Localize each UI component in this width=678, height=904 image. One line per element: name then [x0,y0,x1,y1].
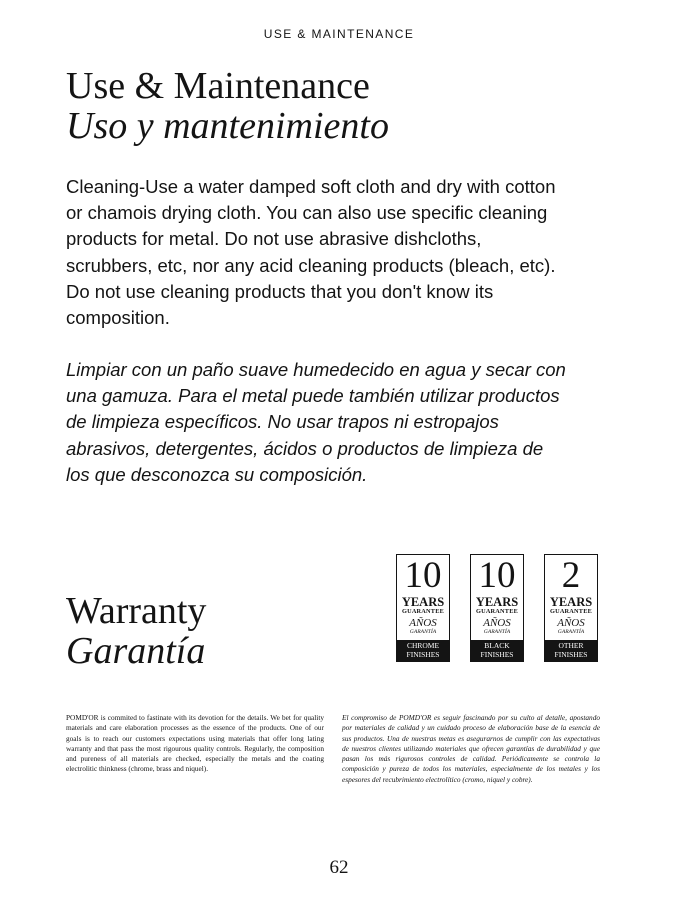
badge-guarantee-label: GUARANTEE [475,608,519,615]
warranty-text-english: POMD'OR is commited to fastinate with its devotion for the details. We bet for quality materials and care elaboration processes as the essence of the products. One of our goals is to reach our customers expectations using materials that offer long lating warranty and that pass the most rigourous quality controls. Regularly, the composition and pureness of all materials are checked, especially the metals and the coating electrolitic thinkness (chrome, brass and niquel). [66,713,324,774]
badge-garantia-label: GARANTÍA [557,629,585,635]
cleaning-instructions-english: Cleaning-Use a water damped soft cloth and dry with cotton or chamois drying cloth. You can also use specific cleaning products for metal. Do not use abrasive dishcloths, scrubbers, etc, nor any acid cleaning products (bleach, etc). Do not use cleaning products that you don't know its composition. [66,176,556,329]
section-title-english: Use & Maintenance [66,65,370,107]
badge-years-label: YEARS [401,595,445,609]
warranty-badge-other [544,554,598,662]
badge-years-number: 10 [404,555,442,596]
badge-finish-word: FINISHES [480,649,514,659]
badge-years-number: 2 [561,555,581,596]
badge-finish-word: FINISHES [406,649,440,659]
warranty-badge-chrome [396,554,450,662]
badge-anos-label: AÑOS [557,617,585,629]
warranty-text-spanish: El compromiso de POMD'OR es seguir fascinando por su culto al detalle, apostando por materiales de calidad y un cuidado proceso de elaboración base de la esencia de sus productos. Una de nuestras metas es asegurarnos de cumplir con las expectativas de nuestros clientes utilizando materiales que ofrecen garantías de durabilidad y que pasan los más rigurosos controles de calidad. Periódicamente se controla la composición y pureza de todos los materiales, especialmente de los metales y los espesores del recubrimiento electrolítico (cromo, niquel y cobre). [342,713,600,784]
badge-years-number: 10 [478,555,516,596]
warranty-title-english: Warranty [66,590,207,632]
badge-finish-type: BLACK [484,641,510,650]
badge-finish-type: CHROME [406,641,440,650]
section-title-spanish: Uso y mantenimiento [66,105,389,147]
badge-years-label: YEARS [475,595,519,609]
warranty-badge-black [470,554,524,662]
badge-finish-type: OTHER [558,641,584,650]
badge-finish-label [545,640,597,661]
badge-garantia-label: GARANTÍA [483,629,511,635]
badge-finish-word: FINISHES [554,649,588,659]
page-number: 62 [329,857,349,878]
cleaning-instructions-spanish: Limpiar con un paño suave humedecido en agua y secar con una gamuza. Para el metal puede también utilizar productos de limpieza específicos. No usar trapos ni estropajos abrasivos, detergentes, ácidos o productos de limpieza de los que desconozca su composición. [66,359,566,485]
badge-finish-label [397,640,449,661]
badge-anos-label: AÑOS [483,617,511,629]
badge-guarantee-label: GUARANTEE [401,608,445,615]
badge-years-label: YEARS [549,595,593,609]
badge-guarantee-label: GUARANTEE [549,608,593,615]
badge-finish-label [471,640,523,661]
badge-anos-label: AÑOS [409,617,437,629]
warranty-title-spanish: Garantía [66,630,206,672]
badge-garantia-label: GARANTÍA [409,629,437,635]
running-header: USE & MAINTENANCE [263,27,415,41]
